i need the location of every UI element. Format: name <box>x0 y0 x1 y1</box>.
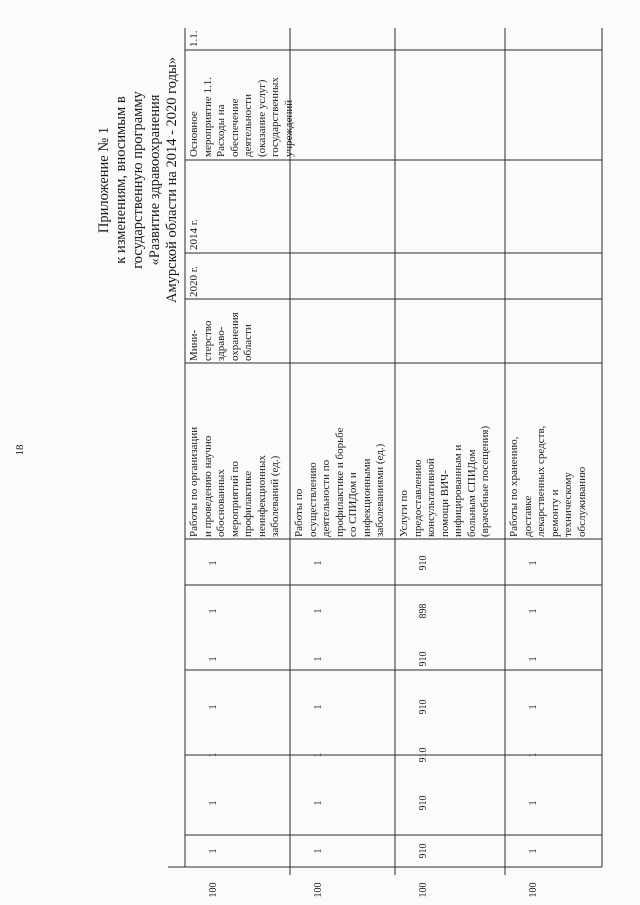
appendix-line: к изменениям, вносимым в <box>113 96 129 264</box>
service-name-line: со СПИДом и <box>347 472 359 537</box>
service-name-line: инфекционными <box>360 458 373 537</box>
service-name-line: и проведению научно <box>201 435 214 537</box>
service-name-line: профилактике и борьбе <box>333 427 346 537</box>
target-value: 100 <box>418 882 429 898</box>
value-cell: 1 <box>208 848 219 854</box>
value-cell: 1 <box>208 656 219 662</box>
executor-line: охранения <box>228 312 241 361</box>
service-name <box>398 365 493 537</box>
service-name-line: Услуги по <box>398 490 410 537</box>
value-cell: 898 <box>418 603 429 619</box>
executor-line: стерство <box>201 320 214 361</box>
service-name-line: мероприятий по <box>228 461 241 537</box>
event-name-line: государственных <box>269 77 281 157</box>
target-value: 100 <box>528 882 539 898</box>
service-name <box>188 365 283 537</box>
appendix-line: государственную программу <box>130 91 146 269</box>
service-name-line: заболеваниями (ед.) <box>374 443 386 537</box>
value-cell: 910 <box>418 747 429 763</box>
value-cell: 910 <box>418 699 429 715</box>
appendix-line: «Развитие здравоохранения <box>147 94 163 266</box>
value-cell: 1 <box>313 752 324 758</box>
appendix-line: Амурской области на 2014 - 2020 годы» <box>164 57 180 303</box>
event-name-line: учреждений <box>282 99 295 157</box>
target-value: 100 <box>313 882 324 898</box>
event-name-line: (оказание услуг) <box>255 79 268 157</box>
service-name-line: помощи ВИЧ- <box>438 470 451 537</box>
value-cell: 1 <box>313 800 324 806</box>
service-name-line: лекарственных средств, <box>535 425 547 537</box>
executor <box>188 299 256 361</box>
start-year: 2014 г. <box>188 219 200 250</box>
executor-line: здраво- <box>215 326 227 361</box>
value-cell: 1 <box>528 800 539 806</box>
service-name-line: инфицированным и <box>452 444 464 537</box>
executor-line: Мини- <box>188 329 200 361</box>
service-name-line: Работы по организации <box>188 426 200 537</box>
service-name-line: неинфекционных <box>255 455 268 537</box>
service-name-line: техническому <box>562 472 574 537</box>
value-cell: 1 <box>208 752 219 758</box>
value-cell: 1 <box>528 848 539 854</box>
event-name-line: деятельности <box>242 94 254 157</box>
service-name <box>508 365 589 537</box>
value-cell: 1 <box>208 608 219 614</box>
value-cell: 1 <box>313 704 324 710</box>
page-number: 18 <box>14 444 26 456</box>
value-cell: 1 <box>208 800 219 806</box>
service-name-line: ремонту и <box>548 489 561 537</box>
service-name-line: консультативной <box>425 458 437 537</box>
event-name <box>188 52 296 157</box>
service-name-line: обоснованных <box>215 469 227 537</box>
value-cell: 910 <box>418 651 429 667</box>
service-name-line: больным СПИДом <box>465 449 478 537</box>
row-number: 1.1. <box>188 30 200 47</box>
value-cell: 1 <box>528 656 539 662</box>
event-name-line: мероприятие 1.1. <box>201 76 214 157</box>
service-name-line: обслуживанию <box>575 466 588 537</box>
service-name-line: Работы по <box>293 488 305 537</box>
value-cell: 1 <box>528 608 539 614</box>
appendix-line: Приложение № 1 <box>96 126 112 234</box>
value-cell: 1 <box>313 560 324 566</box>
service-name-line: Работы по хранению, <box>508 436 520 537</box>
value-cell: 1 <box>313 848 324 854</box>
service-name-line: осуществлению <box>306 462 319 537</box>
service-name-line: доставке <box>521 495 534 537</box>
service-name-line: профилактике <box>242 470 254 537</box>
service-name-line: деятельности по <box>320 459 332 537</box>
value-cell: 910 <box>418 795 429 811</box>
event-name-line: Расходы на <box>215 104 227 157</box>
service-name-line: (врачебные посещения) <box>479 425 491 537</box>
event-name-line: обеспечение <box>228 98 241 157</box>
value-cell: 1 <box>208 560 219 566</box>
value-cell: 1 <box>313 608 324 614</box>
value-cell: 1 <box>313 656 324 662</box>
executor-line: области <box>242 324 254 361</box>
value-cell: 1 <box>528 752 539 758</box>
service-name-line: заболеваний (ед.) <box>269 455 281 537</box>
service-name-line: предоставлению <box>411 459 424 537</box>
value-cell: 1 <box>208 704 219 710</box>
value-cell: 910 <box>418 843 429 859</box>
event-name-line: Основное <box>188 111 200 157</box>
value-cell: 1 <box>528 560 539 566</box>
value-cell: 1 <box>528 704 539 710</box>
value-cell: 910 <box>418 555 429 571</box>
target-value: 100 <box>208 882 219 898</box>
service-name <box>293 365 388 537</box>
end-year: 2020 г. <box>188 266 200 297</box>
